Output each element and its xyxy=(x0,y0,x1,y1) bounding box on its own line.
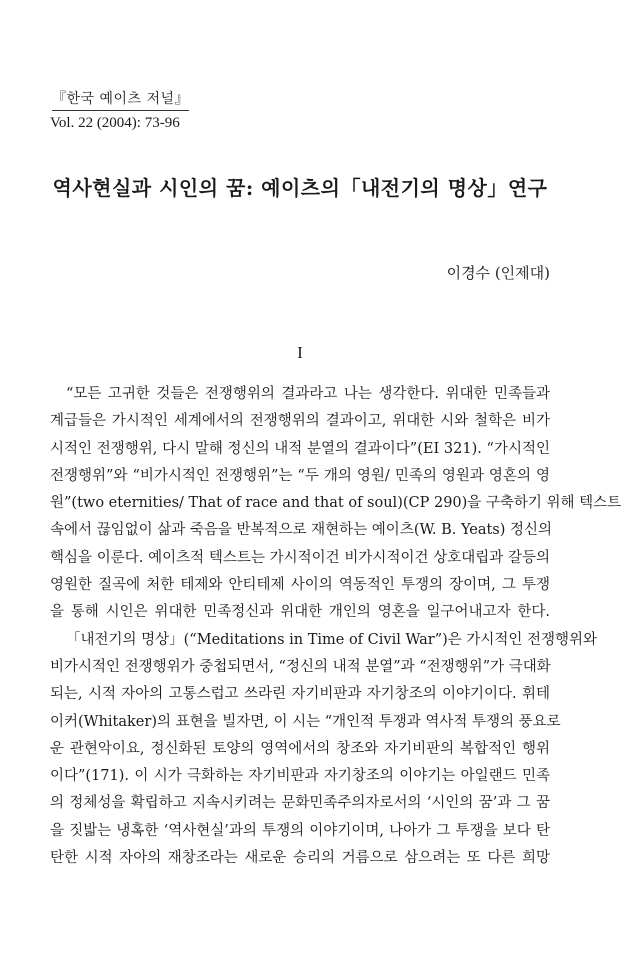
body-line: 핵심을 이룬다. 예이츠적 텍스트는 가시적이건 비가시적이건 상호대립과 갈등의 xyxy=(50,549,550,566)
body-line: 속에서 끊임없이 삶과 죽음을 반복적으로 재현하는 예이츠(W. B. Yeats) 정신의 xyxy=(50,522,553,539)
body-line: 영원한 질곡에 처한 테제와 안티테제 사이의 역동적인 투쟁의 장이며, 그 투쟁 xyxy=(50,577,550,594)
body-line: 비가시적인 전쟁행위가 중첩되면서, “정신의 내적 분열”과 “전쟁행위”가 극대화 xyxy=(50,658,551,675)
body-line: 이커(Whitaker)의 표현을 빌자면, 이 시는 “개인적 투쟁과 역사적 투쟁의 풍요로 xyxy=(50,713,561,730)
body-line: 운 관현악이요, 정신화된 토양의 영역에서의 창조와 자기비판의 복합적인 행위 xyxy=(50,740,550,757)
body-line: 전쟁행위”와 “비가시적인 전쟁행위”는 “두 개의 영원/ 민족의 영원과 영혼의 영 xyxy=(50,467,550,484)
body-line: 「내전기의 명상」(“Meditations in Time of Civil War”)은 가시적인 전쟁행위와 xyxy=(66,631,598,648)
body-line: “모든 고귀한 것들은 전쟁행위의 결과라고 나는 생각한다. 위대한 민족들과 xyxy=(66,386,550,402)
volume-info: Vol. 22 (2004): 73-96 xyxy=(50,115,180,131)
body-line: 되는, 시적 자아의 고통스럽고 쓰라린 자기비판과 자기창조의 이야기이다. 휘테 xyxy=(50,686,550,703)
article-title: 역사현실과 시인의 꿈: 예이츠의「내전기의 명상」연구 xyxy=(52,176,548,200)
body-line: 탄한 시적 자아의 재창조라는 새로운 승리의 거름으로 삼으려는 또 다른 희망 xyxy=(50,850,550,867)
section-number: I xyxy=(297,343,303,362)
body-text xyxy=(50,381,621,872)
journal-name: 『한국 예이츠 저널』 xyxy=(52,88,189,111)
body-line: 원”(two eternities/ That of race and that of soul)(CP 290)을 구축하기 위해 텍스트 xyxy=(50,495,621,512)
body-line: 의 정체성을 확립하고 지속시키려는 문화민족주의자로서의 ‘시인의 꿈’과 그 꿈 xyxy=(50,795,550,812)
body-line: 시적인 전쟁행위, 다시 말해 정신의 내적 분열의 결과이다”(EI 321). “가시적인 xyxy=(50,440,550,457)
body-line: 을 통해 시인은 위대한 민족정신과 위대한 개인의 영혼을 일구어내고자 한다. xyxy=(50,604,550,621)
body-line: 계급들은 가시적인 세계에서의 전쟁행위의 결과이고, 위대한 시와 철학은 비가 xyxy=(50,413,550,430)
body-line: 을 짓밟는 냉혹한 ‘역사현실’과의 투쟁의 이야기이며, 나아가 그 투쟁을 보다 탄 xyxy=(50,822,550,839)
body-line: 이다”(171). 이 시가 극화하는 자기비판과 자기창조의 이야기는 아일랜드 민족 xyxy=(50,768,550,785)
author-affiliation: 이경수 (인제대) xyxy=(446,264,550,282)
